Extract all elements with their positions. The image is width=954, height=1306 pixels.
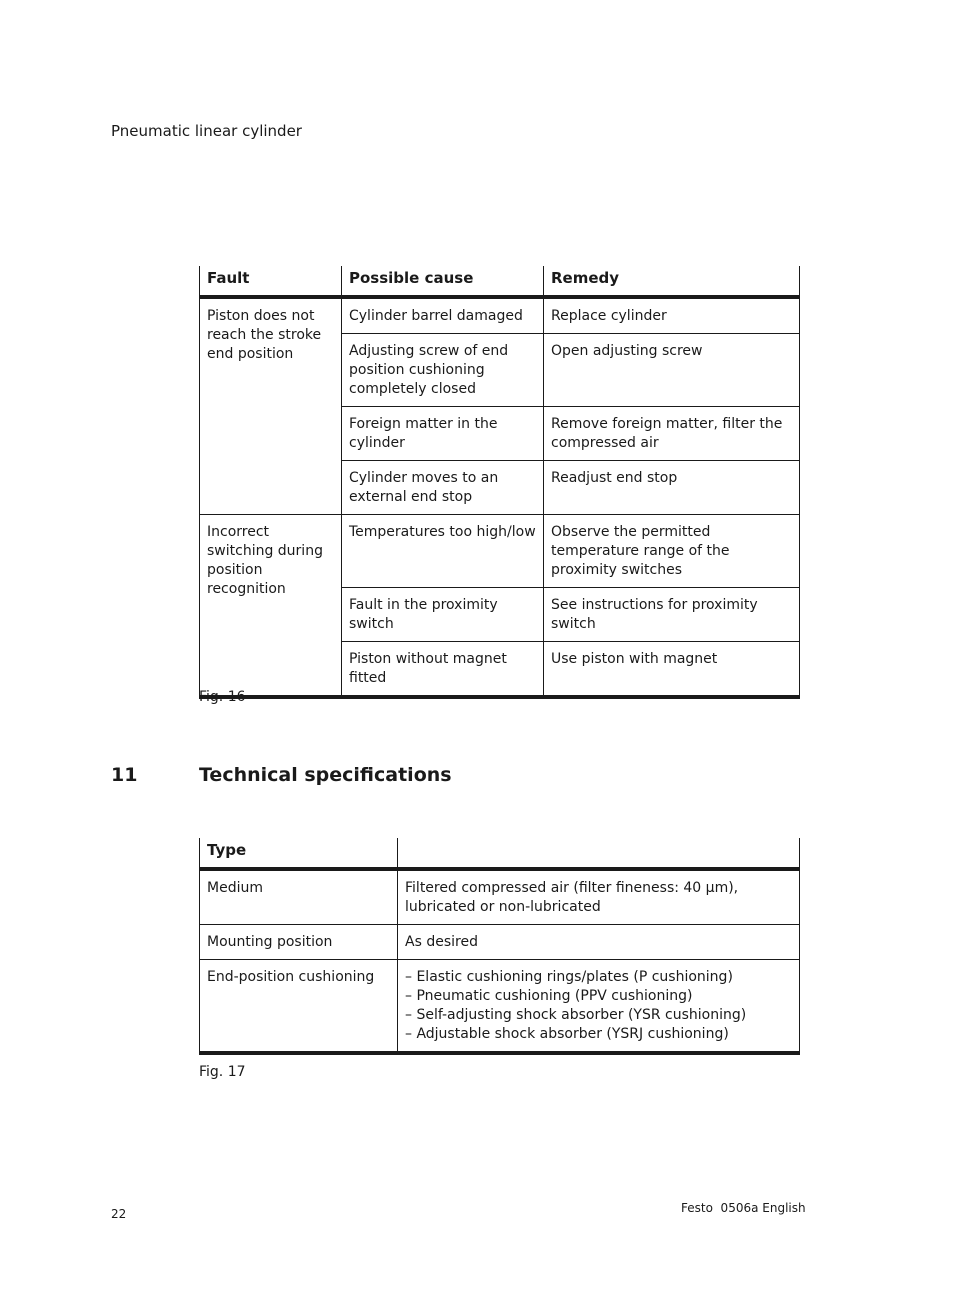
section-number: 11 (111, 764, 138, 786)
spec-value: Filtered compressed air (filter fineness: 40 µm), lubricated or non-lubricated (398, 869, 800, 925)
remedy-cell: Replace cylinder (544, 297, 800, 334)
fault-cell: Piston does not reach the stroke end position (200, 297, 342, 515)
table-row (200, 960, 800, 1054)
figure-caption: Fig. 16 (199, 689, 246, 705)
column-header-remedy: Remedy (544, 266, 800, 297)
remedy-cell: Observe the permitted temperature range of the proximity switches (544, 515, 800, 588)
column-header-cause: Possible cause (342, 266, 544, 297)
fault-table (199, 266, 800, 699)
table-row (200, 515, 800, 588)
cause-cell: Fault in the proximity switch (342, 588, 544, 642)
table-row (200, 869, 800, 925)
spec-value: As desired (398, 925, 800, 960)
list-item: – Self-adjusting shock absorber (YSR cushioning) (405, 1006, 792, 1025)
spec-table-header (200, 838, 800, 869)
spec-label: Mounting position (200, 925, 398, 960)
list-item: – Adjustable shock absorber (YSRJ cushioning) (405, 1025, 792, 1044)
list-item: – Elastic cushioning rings/plates (P cushioning) (405, 968, 792, 987)
spec-label: Medium (200, 869, 398, 925)
fault-table-header (200, 266, 800, 297)
fault-cell: Incorrect switching during position recognition (200, 515, 342, 698)
cause-cell: Piston without magnet fitted (342, 642, 544, 698)
cause-cell: Cylinder barrel damaged (342, 297, 544, 334)
cause-cell: Foreign matter in the cylinder (342, 407, 544, 461)
page-number: 22 (111, 1207, 127, 1221)
spec-value (398, 960, 800, 1054)
spec-label: End-position cushioning (200, 960, 398, 1054)
cause-cell: Temperatures too high/low (342, 515, 544, 588)
remedy-cell: Remove foreign matter, filter the compressed air (544, 407, 800, 461)
cause-cell: Cylinder moves to an external end stop (342, 461, 544, 515)
list-item: – Pneumatic cushioning (PPV cushioning) (405, 987, 792, 1006)
remedy-cell: Open adjusting screw (544, 334, 800, 407)
table-row (200, 925, 800, 960)
remedy-cell: See instructions for proximity switch (544, 588, 800, 642)
cause-cell: Adjusting screw of end position cushioning completely closed (342, 334, 544, 407)
section-title: Technical specifications (199, 764, 452, 786)
cushioning-list (405, 968, 792, 1044)
remedy-cell: Readjust end stop (544, 461, 800, 515)
table-row (200, 297, 800, 334)
spec-table (199, 838, 800, 1055)
column-header-type: Type (200, 838, 398, 869)
column-header-fault: Fault (200, 266, 342, 297)
column-header-empty (398, 838, 800, 869)
figure-caption: Fig. 17 (199, 1064, 246, 1080)
page-header: Pneumatic linear cylinder (111, 122, 302, 140)
publication-info: Festo 0506a English (681, 1201, 806, 1215)
remedy-cell: Use piston with magnet (544, 642, 800, 698)
